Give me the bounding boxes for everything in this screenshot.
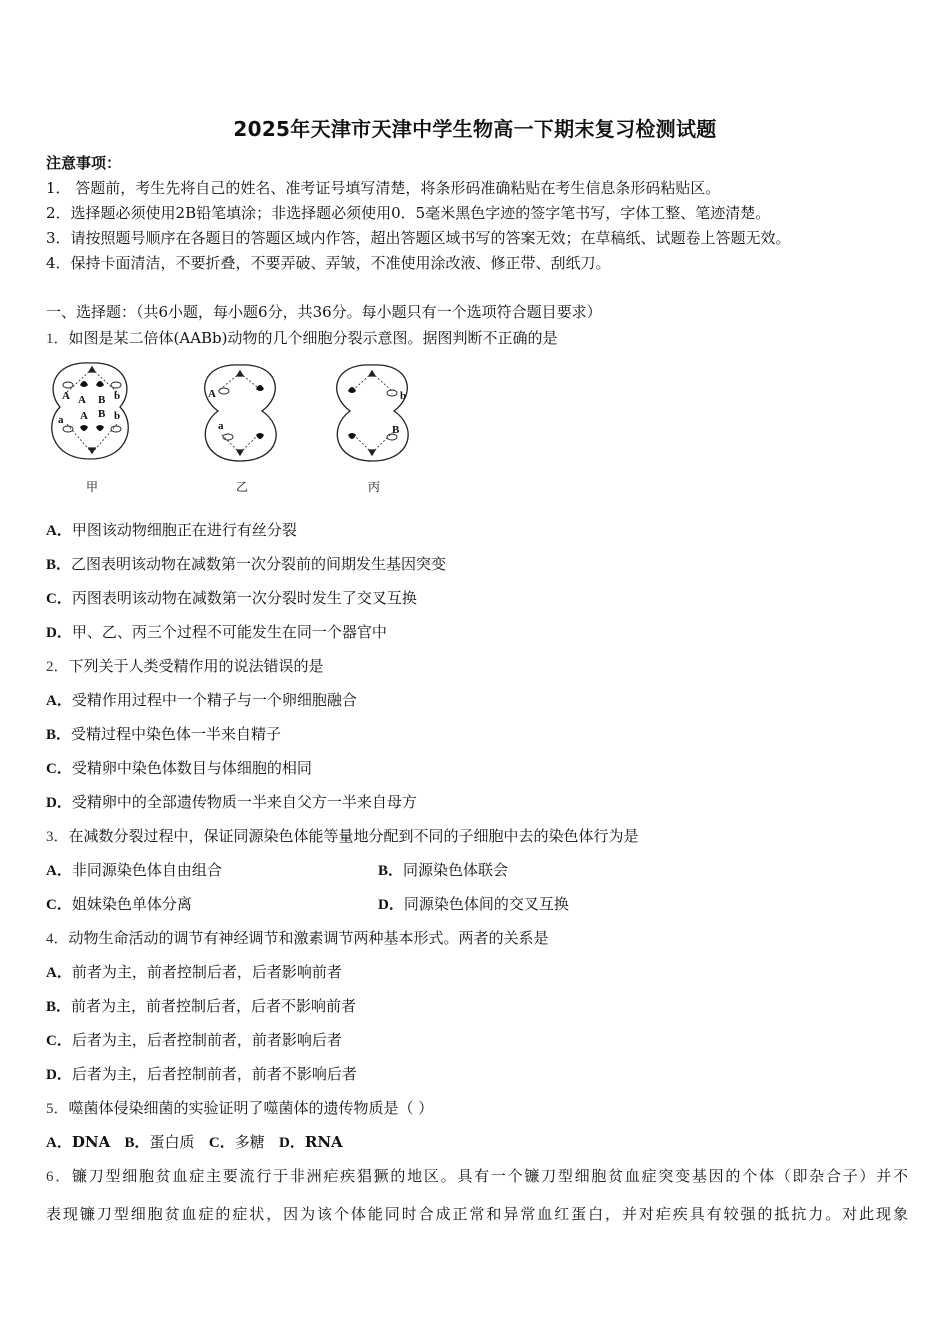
question-3-stem: 3．在减数分裂过程中，保证同源染色体能等量地分配到不同的子细胞中去的染色体行为是 — [46, 827, 639, 845]
option-1d: D．甲、乙、丙三个过程不可能发生在同一个器官中 — [46, 623, 387, 641]
option-4d: D．后者为主，后者控制前者，前者不影响后者 — [46, 1065, 357, 1083]
svg-text:B: B — [392, 424, 400, 436]
option-1a: A．甲图该动物细胞正在进行有丝分裂 — [46, 521, 297, 539]
question-2-stem: 2．下列关于人类受精作用的说法错误的是 — [46, 657, 324, 675]
question-6-stem-line1: 6．镰刀型细胞贫血症主要流行于非洲疟疾猖獗的地区。具有一个镰刀型细胞贫血症突变基因的个体（即杂合子）并不 — [46, 1167, 908, 1185]
svg-text:b: b — [114, 390, 121, 402]
section-heading: 一、选择题：（共6小题，每小题6分，共36分。每小题只有一个选项符合题目要求） — [46, 303, 602, 321]
cell-bing — [337, 365, 408, 461]
svg-text:B: B — [98, 408, 106, 420]
svg-text:A: A — [78, 394, 86, 406]
question-4-stem: 4．动物生命活动的调节有神经调节和激素调节两种基本形式。两者的关系是 — [46, 929, 549, 947]
options-5: A．DNA B．蛋白质 C．多糖 D．RNA — [46, 1133, 343, 1151]
option-2b: B．受精过程中染色体一半来自精子 — [46, 725, 282, 743]
question-number: 1． — [46, 331, 69, 347]
option-4b: B．前者为主，前者控制后者，后者不影响前者 — [46, 997, 357, 1015]
svg-text:a: a — [218, 420, 224, 432]
option-3b: B．同源染色体联会 — [378, 861, 509, 879]
svg-text:b: b — [114, 410, 121, 422]
notice-heading: 注意事项： — [46, 154, 122, 172]
notice-item: 2．选择题必须使用2B铅笔填涂；非选择题必须使用0．5毫米黑色字迹的签字笔书写，字体工整、笔迹清楚。 — [46, 204, 771, 222]
option-4c: C．后者为主，后者控制前者，前者影响后者 — [46, 1031, 342, 1049]
question-6-stem-line2: 表现镰刀型细胞贫血症的症状，因为该个体能同时合成正常和异常血红蛋白，并对疟疾具有较强的抵抗力。对此现象 — [46, 1205, 908, 1223]
option-1c: C．丙图表明该动物在减数第一次分裂时发生了交叉互换 — [46, 589, 417, 607]
question-1-stem — [46, 327, 558, 348]
svg-text:B: B — [98, 394, 106, 406]
question-5-stem: 5．噬菌体侵染细菌的实验证明了噬菌体的遗传物质是（ ） — [46, 1099, 434, 1117]
svg-text:a: a — [58, 414, 64, 426]
figure-label-bing: 丙 — [368, 480, 381, 494]
question-text: 如图是某二倍体(AABb)动物的几个细胞分裂示意图。据图判断不正确的是 — [68, 329, 558, 347]
figure-label-yi: 乙 — [236, 480, 249, 494]
notice-item: 1． 答题前，考生先将自己的姓名、准考证号填写清楚，将条形码准确粘贴在考生信息条形码粘贴区。 — [46, 179, 721, 197]
svg-text:A: A — [80, 410, 88, 422]
svg-text:b: b — [400, 390, 407, 402]
figure-label-jia: 甲 — [86, 480, 99, 494]
cell-division-figure — [40, 355, 440, 500]
option-2a: A．受精作用过程中一个精子与一个卵细胞融合 — [46, 691, 357, 709]
notice-item: 4．保持卡面清洁，不要折叠，不要弄破、弄皱，不准使用涂改液、修正带、刮纸刀。 — [46, 254, 611, 272]
cell-yi — [205, 365, 276, 461]
option-3d: D．同源染色体间的交叉互换 — [378, 895, 569, 913]
notice-item: 3．请按照题号顺序在各题目的答题区域内作答，超出答题区域书写的答案无效；在草稿纸、试题卷上答题无效。 — [46, 229, 791, 247]
option-3c: C．姐妹染色单体分离 — [46, 895, 192, 913]
option-2c: C．受精卵中染色体数目与体细胞的相同 — [46, 759, 312, 777]
svg-text:A: A — [62, 390, 70, 402]
option-2d: D．受精卵中的全部遗传物质一半来自父方一半来自母方 — [46, 793, 417, 811]
svg-text:A: A — [208, 388, 216, 400]
option-4a: A．前者为主，前者控制后者，后者影响前者 — [46, 963, 342, 981]
option-1b: B．乙图表明该动物在减数第一次分裂前的间期发生基因突变 — [46, 555, 447, 573]
option-3a: A．非同源染色体自由组合 — [46, 861, 222, 879]
page-title: 2025年天津市天津中学生物高一下期末复习检测试题 — [233, 117, 717, 141]
